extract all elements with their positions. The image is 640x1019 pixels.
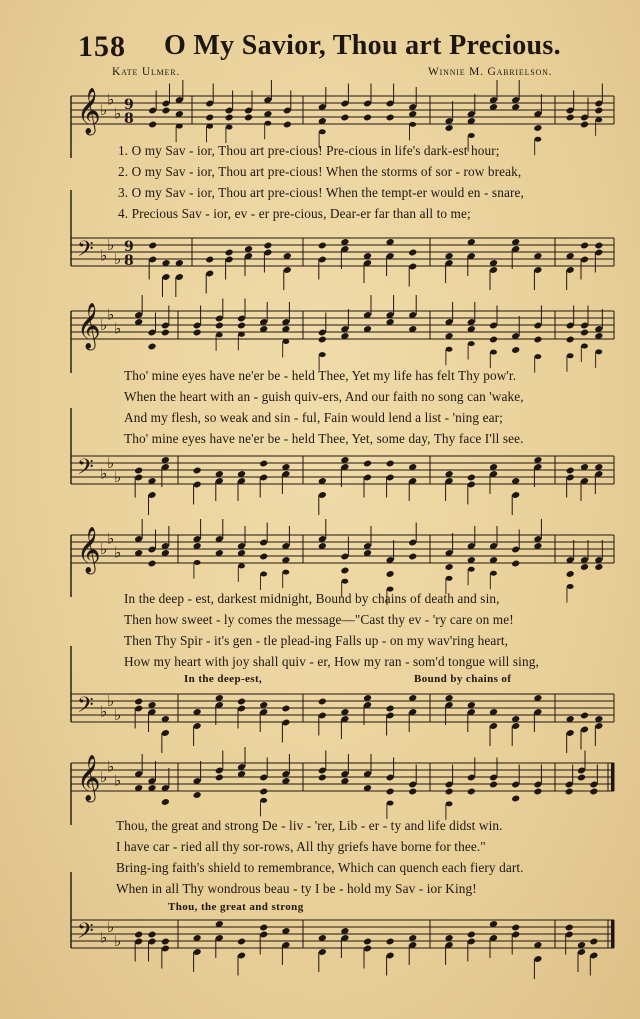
svg-text:𝄞: 𝄞 <box>77 88 101 134</box>
verse-line: Tho' mine eyes have ne'er be - held Thee, Yet, some day, Thy face I'll see. <box>124 431 524 446</box>
bass-staff-4 <box>68 912 620 982</box>
svg-text:♭: ♭ <box>107 454 115 472</box>
svg-text:𝄢: 𝄢 <box>77 237 94 267</box>
verse-line: 2. O my Sav - ior, Thou art pre-cious! When the storms of sor - row break, <box>118 164 522 179</box>
verse-block-4 <box>116 818 616 902</box>
bass-staff-3 <box>68 686 620 756</box>
svg-text:𝄞: 𝄞 <box>77 755 101 801</box>
treble-staff-3 <box>68 527 620 597</box>
cue-text: Thou, the great and strong <box>168 901 304 913</box>
verse-line: I have car - ried all thy sor-rows, All thy griefs have borne for thee." <box>116 839 486 854</box>
svg-text:♭: ♭ <box>100 101 108 119</box>
svg-text:♭: ♭ <box>100 540 108 558</box>
svg-text:𝄞: 𝄞 <box>77 303 101 349</box>
svg-text:𝄢: 𝄢 <box>77 919 94 949</box>
svg-text:♭: ♭ <box>114 706 122 724</box>
svg-text:𝄢: 𝄢 <box>77 455 94 485</box>
svg-text:♭: ♭ <box>107 529 115 548</box>
cue-text: Bound by chains of <box>414 673 512 685</box>
svg-text:♭: ♭ <box>114 543 122 562</box>
verse-line: 3. O my Sav - ior, Thou art pre-cious! When the tempt-er would en - snare, <box>118 185 524 200</box>
svg-text:8: 8 <box>124 253 134 269</box>
verse-line: And my flesh, so weak and sin - ful, Fain would lend a list - 'ning ear; <box>124 410 503 425</box>
verse-line: How my heart with joy shall quiv - er, How my ran - som'd tongue will sing, <box>124 654 539 669</box>
verse-block-1 <box>118 143 618 227</box>
verse-line: Then how sweet - ly comes the message—"Cast thy ev - 'ry care on me! <box>124 612 514 627</box>
svg-text:♭: ♭ <box>107 918 115 936</box>
lyricist-credit: Kate Ulmer. <box>112 66 181 78</box>
svg-text:♭: ♭ <box>107 692 115 710</box>
svg-text:♭: ♭ <box>114 932 122 950</box>
svg-text:♭: ♭ <box>114 250 122 268</box>
verse-line: When the heart with an - guish quiv-ers, And our faith no song can 'wake, <box>124 389 524 404</box>
verse-block-3 <box>124 591 624 675</box>
verse-line: Then Thy Spir - it's gen - tle plead-ing Falls up - on my wav'ring heart, <box>124 633 509 648</box>
svg-text:♭: ♭ <box>114 771 122 790</box>
treble-staff-4 <box>68 755 620 825</box>
hymn-title: O My Savior, Thou art Precious. <box>164 30 561 61</box>
verse-line: When in all Thy wondrous beau - ty I be - hold my Sav - ior King! <box>116 881 477 896</box>
svg-text:♭: ♭ <box>114 104 122 123</box>
verse-line: In the deep - est, darkest midnight, Bound by chains of death and sin, <box>124 591 500 606</box>
svg-text:♭: ♭ <box>114 319 122 338</box>
svg-text:♭: ♭ <box>107 90 115 109</box>
svg-text:♭: ♭ <box>100 702 108 721</box>
svg-text:♭: ♭ <box>100 464 108 483</box>
svg-text:♭: ♭ <box>100 246 108 265</box>
bass-staff-1 <box>68 230 620 300</box>
composer-credit: Winnie M. Gabrielson. <box>428 66 553 78</box>
cue-text: In the deep-est, <box>184 673 263 685</box>
verse-line: 4. Precious Sav - ior, ev - er pre-cious, Dear-er far than all to me; <box>118 206 471 221</box>
svg-text:8: 8 <box>124 111 134 127</box>
svg-text:♭: ♭ <box>100 928 108 947</box>
svg-text:9: 9 <box>124 239 134 255</box>
verse-line: Tho' mine eyes have ne'er be - held Thee, Yet my life has felt Thy pow'r. <box>124 368 517 383</box>
treble-staff-2 <box>68 303 620 373</box>
svg-text:♭: ♭ <box>107 757 115 776</box>
hymn-number: 158 <box>78 30 126 63</box>
svg-text:𝄢: 𝄢 <box>77 693 94 723</box>
verse-line: Thou, the great and strong De - liv - 'rer, Lib - er - ty and life didst win. <box>116 818 503 833</box>
svg-text:♭: ♭ <box>100 768 108 786</box>
svg-text:♭: ♭ <box>107 305 115 324</box>
verse-block-2 <box>124 368 624 452</box>
svg-text:𝄞: 𝄞 <box>77 527 101 573</box>
svg-text:♭: ♭ <box>100 316 108 334</box>
svg-text:♭: ♭ <box>114 468 122 486</box>
verse-line: 1. O my Sav - ior, Thou art pre-cious! Pre-cious in life's dark-est hour; <box>118 143 500 158</box>
svg-text:9: 9 <box>124 97 134 113</box>
verse-line: Bring-ing faith's shield to remembrance, Which can quench each fiery dart. <box>116 860 524 875</box>
svg-text:♭: ♭ <box>107 236 115 254</box>
bass-staff-2 <box>68 448 620 518</box>
